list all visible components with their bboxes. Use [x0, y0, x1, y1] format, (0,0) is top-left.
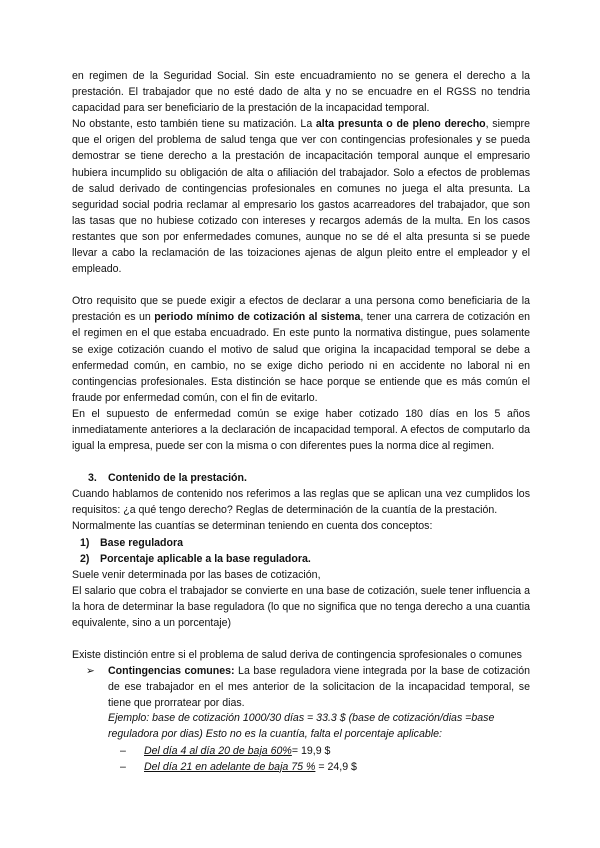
arrow-bullet-icon: ➢ — [86, 665, 95, 678]
bullet-title: Contingencias comunes: — [108, 665, 235, 678]
dash-bullet: – — [120, 760, 126, 773]
item-label: Porcentaje aplicable a la base reguladora. — [100, 552, 311, 565]
period-value: = 19,9 $ — [291, 744, 331, 757]
period-item — [72, 759, 530, 775]
paragraph-text: , tener una carrera de cotización en el regimen en el que estaba encuadrado. En este punto la normativa distingue, pues solamente se exige cotización cuando el motivo de salud que origina la incapacidad temporal se debe a enfermedad común, en cambio, no se exige dicho periodo ni en accidente no laboral ni en contingencias profesionales. Esta distinción se hace porque se entiende que es más común el fraude por enfermedad común, con el fin de evitarlo. — [72, 311, 531, 404]
paragraph-distincion: Existe distinción entre si el problema de salud deriva de contingencia sprofesionales o comunes — [72, 649, 522, 662]
item-number: 2) — [80, 552, 90, 565]
paragraph-periodo-cotizacion — [72, 293, 530, 406]
paragraph-salario: El salario que cobra el trabajador se convierte en una base de cotización, suele tener influencia a la hora de determinar la base reguladora (lo que no significa que no tenga derecho a una cuantia equivalente, sino a un porcentaje) — [72, 584, 530, 629]
item-number: 1) — [80, 536, 90, 549]
paragraph-cuantias: Normalmente las cuantías se determinan teniendo en cuenta dos conceptos: — [72, 520, 433, 533]
numbered-item — [80, 535, 530, 551]
section-heading — [88, 470, 530, 486]
period-label: Del día 4 al día 20 de baja 60% — [144, 744, 292, 757]
section-title: Contenido de la prestación. — [108, 472, 247, 485]
period-item — [72, 743, 530, 759]
dash-bullet: – — [120, 744, 126, 757]
period-value: = 24,9 $ — [315, 760, 357, 773]
paragraph-contenido: Cuando hablamos de contenido nos referimos a las reglas que se aplican una vez cumplidos los requisitos: ¿a qué tengo derecho? Reglas de determinación de la cuantía de la prestación. — [72, 488, 530, 517]
bullet-contingencias-comunes — [72, 663, 530, 711]
paragraph-text: , siempre que el origen del problema de salud tenga que ver con contingencias profesionales y se pueda demostrar se tiene derecho a la prestación de incapacitación temporal aunque el empresario hubiera incumplido su obligación de alta o afiliación del trabajador. Solo a efectos de problemas de salud derivado de contingencias profesionales en comunes no juega el alta presunta. La seguridad social podria reclamar al empresario los gastos acarreadores del trabajador, que son las tasas que no hubiese cotizado con intereses y recargos además de la multa. En los casos restantes que son por enfermedades comunes, aunque no se dé el alta presunta si se puede llevar a cabo la reclamación de las toizaciones ajenas de algun pleito entre el empleador y el empleado. — [72, 118, 530, 276]
paragraph-text: Otro requisito que se puede exigir a efectos de declarar a una persona como beneficiaria de la prestación es un — [72, 295, 530, 324]
document-page — [72, 68, 530, 775]
example-text: Ejemplo: base de cotización 1000/30 días = 33.3 $ (base de cotización/dias =base reguladora por dias) Esto no es la cuantía, falta el porcentaje aplicable: — [108, 712, 495, 741]
section-number: 3. — [88, 472, 97, 485]
period-label: Del día 21 en adelante de baja 75 % — [144, 760, 316, 773]
bold-term: periodo mínimo de cotización al sistema — [154, 311, 361, 324]
paragraph-text: No obstante, esto también tiene su matización. La — [72, 118, 316, 131]
paragraph-bases: Suele venir determinada por las bases de cotización, — [72, 568, 321, 581]
bold-term: alta presunta o de pleno derecho — [315, 118, 486, 131]
item-label: Base reguladora — [100, 536, 184, 549]
bullet-text: La base reguladora viene integrada por la base de cotización de ese trabajador en el mes anterior de la solicitacion de la incapacidad temporal, se tiene que prorratear por dias. — [108, 665, 531, 710]
paragraph-afiliacion: en regimen de la Seguridad Social. Sin este encuadramiento no se genera el derecho a la prestación. El trabajador que no esté dado de alta y no se encuadre en el RGSS no tendria capacidad para ser beneficiario de la prestación de la incapacidad temporal. — [72, 70, 530, 115]
paragraph-alta-presunta — [72, 116, 530, 277]
paragraph-enfermedad-comun: En el supuesto de enfermedad común se exige haber cotizado 180 días en los 5 años inmediatamente anteriores a la declaración de incapacidad temporal. A efectos de computarlo da igual la empresa, puede ser con la misma o con diferentes pues la norma dice al regimen. — [72, 407, 530, 453]
numbered-item — [80, 551, 530, 567]
